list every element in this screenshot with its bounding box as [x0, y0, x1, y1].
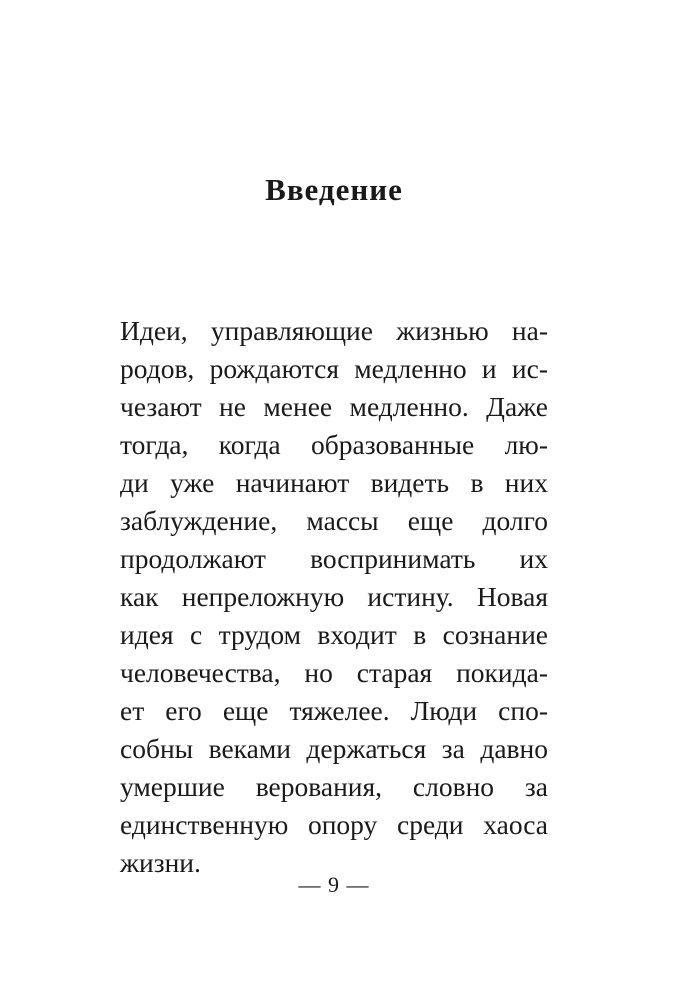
text-line: жизни.	[120, 847, 201, 878]
text-line: ди уже начинают видеть в них	[120, 467, 548, 498]
text-line: родов, рождаются медленно и ис-	[120, 353, 548, 384]
text-line: тогда, когда образованные лю-	[120, 429, 548, 460]
text-line: умершие верования, словно за	[120, 771, 548, 802]
text-line: продолжают воспринимать их	[120, 543, 548, 574]
text-line: чезают не менее медленно. Даже	[120, 391, 548, 422]
text-line: собны веками держаться за давно	[120, 733, 548, 764]
text-line: единственную опору среди хаоса	[120, 809, 548, 840]
text-line: ет его еще тяжелее. Люди спо-	[120, 695, 548, 726]
text-line: Идеи, управляющие жизнью на-	[120, 315, 548, 346]
body-paragraph	[120, 312, 548, 882]
text-line: идея с трудом входит в сознание	[120, 619, 548, 650]
text-line: заблуждение, массы еще долго	[120, 505, 548, 536]
text-line: как непреложную истину. Новая	[120, 581, 548, 612]
chapter-title: Введение	[265, 172, 403, 207]
page-number: — 9 —	[298, 872, 370, 897]
text-line: человечества, но старая покида-	[120, 657, 548, 688]
